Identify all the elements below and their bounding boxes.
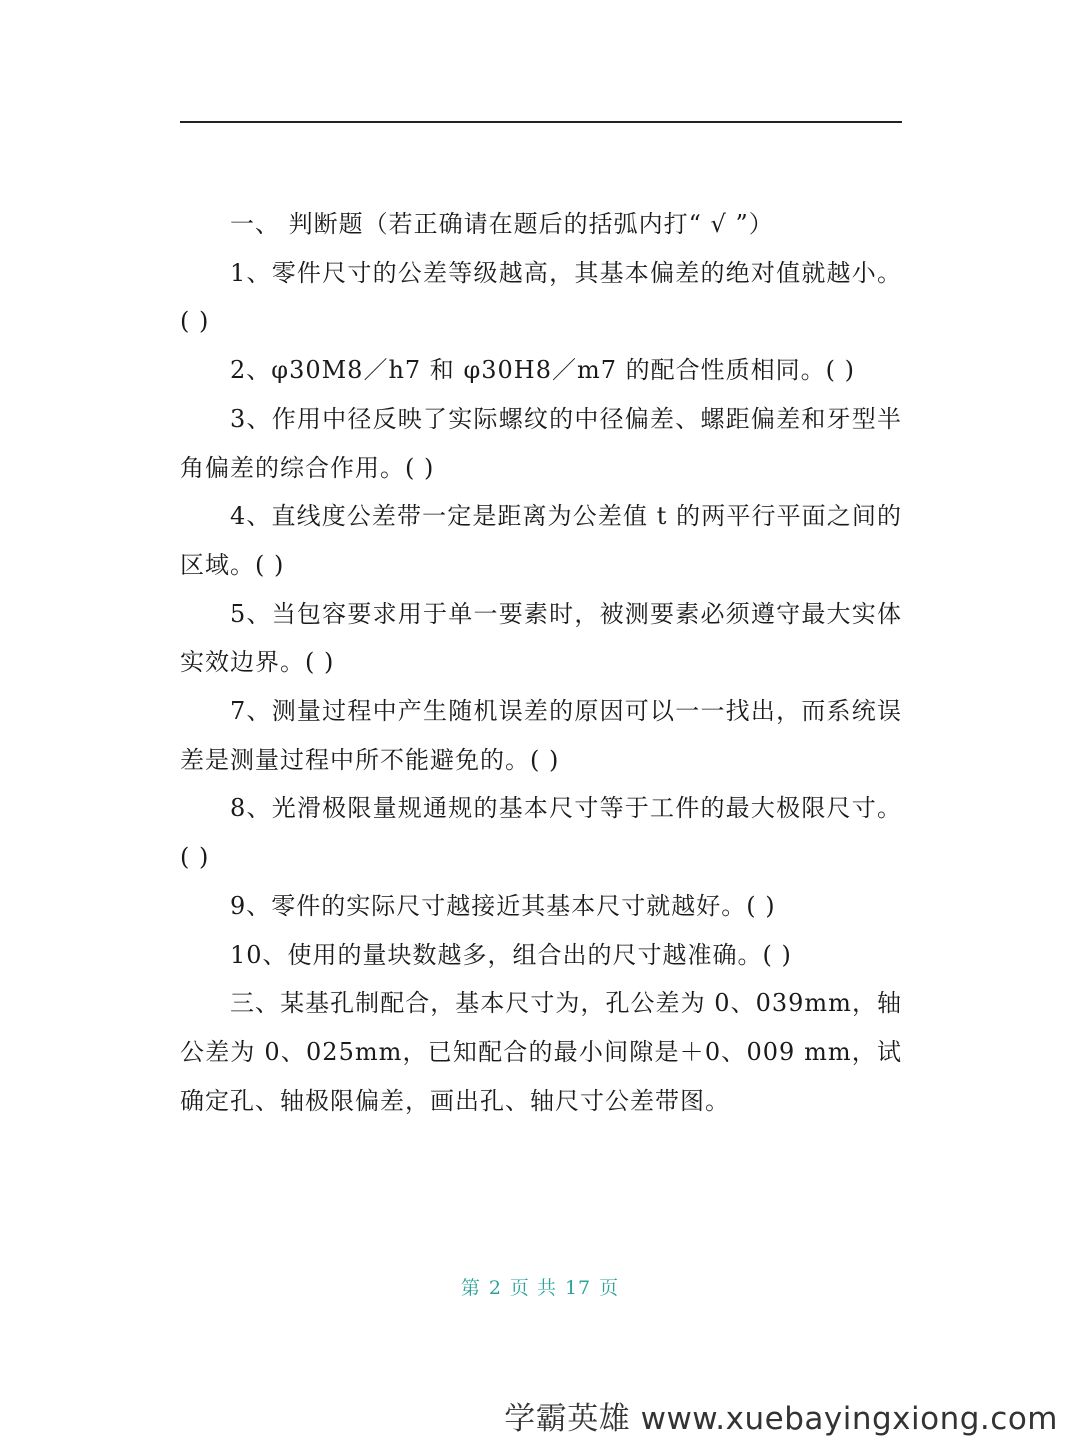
question-5: 5、当包容要求用于单一要素时，被测要素必须遵守最大实体实效边界。( ) <box>180 599 902 677</box>
page-mid: 页 共 <box>509 1277 557 1299</box>
page-suffix: 页 <box>599 1277 620 1299</box>
question-2: 2、φ30M8／h7 和 φ30H8／m7 的配合性质相同。( ) <box>230 356 855 385</box>
question-3: 3、作用中径反映了实际螺纹的中径偏差、螺距偏差和牙型半角偏差的综合作用。( ) <box>180 404 902 482</box>
question-9: 9、零件的实际尺寸越接近其基本尺寸就越好。( ) <box>230 891 776 920</box>
question-1: 1、零件尺寸的公差等级越高，其基本偏差的绝对值就越小。( ) <box>180 258 902 336</box>
header-rule <box>180 121 902 123</box>
section-heading: 一、 判断题（若正确请在题后的括弧内打“ √ ”） <box>230 210 774 238</box>
page-number <box>0 1273 1080 1300</box>
section-3-problem: 三、某基孔制配合，基本尺寸为，孔公差为 0、039mm，轴公差为 0、025mm，已知配合的最小间隙是＋0、009 mm，试确定孔、轴极限偏差，画出孔、轴尺寸公差带图。 <box>180 989 902 1115</box>
question-8: 8、光滑极限量规通规的基本尺寸等于工件的最大极限尺寸。( ) <box>180 794 902 872</box>
question-10: 10、使用的量块数越多，组合出的尺寸越准确。( ) <box>230 940 792 969</box>
page-current: 2 <box>488 1277 502 1299</box>
site-watermark: 学霸英雄 www.xuebayingxiong.com <box>504 1401 1058 1437</box>
document-body <box>180 200 902 1125</box>
page-total: 17 <box>564 1277 592 1299</box>
question-4: 4、直线度公差带一定是距离为公差值 t 的两平行平面之间的区域。( ) <box>180 502 902 579</box>
page-prefix: 第 <box>460 1277 481 1299</box>
question-7: 7、测量过程中产生随机误差的原因可以一一找出，而系统误差是测量过程中所不能避免的。( ) <box>180 697 902 774</box>
